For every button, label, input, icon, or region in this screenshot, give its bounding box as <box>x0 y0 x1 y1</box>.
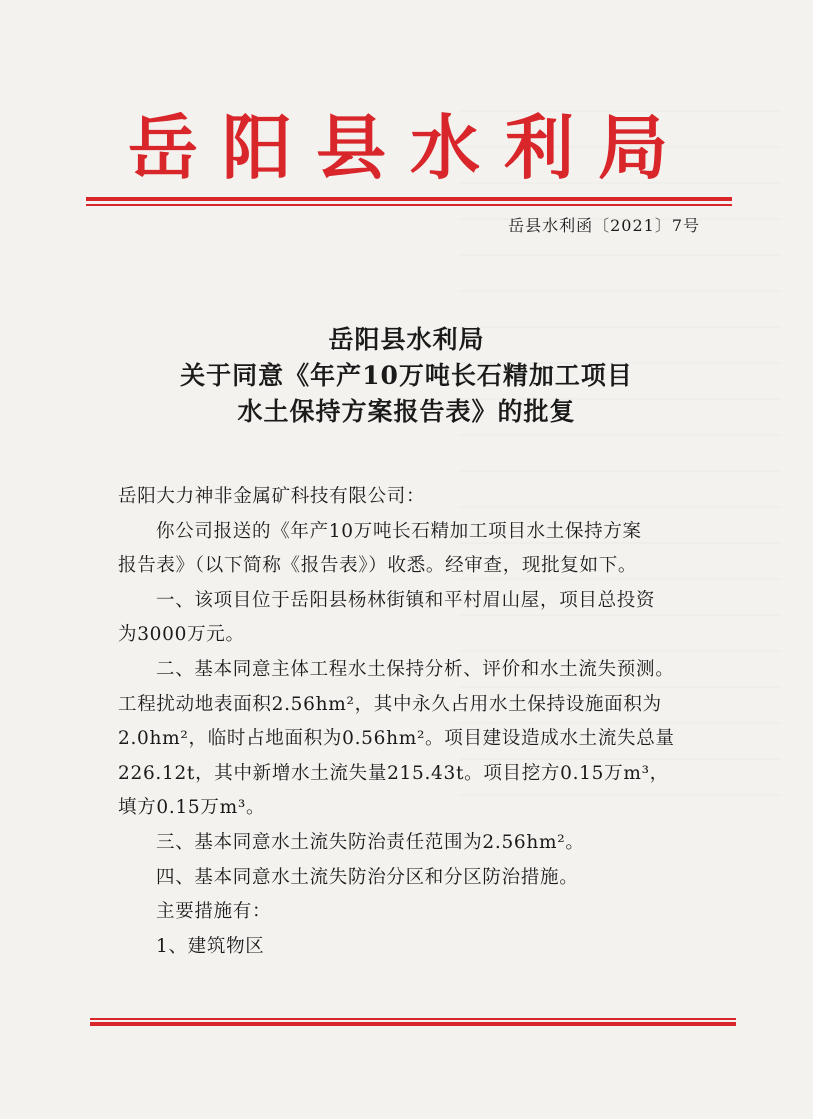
paragraph-analysis-line-3: 2.0hm²，临时占地面积为0.56hm²。项目建设造成水土流失总量 <box>118 728 675 750</box>
paragraph-location-line-2: 为3000万元。 <box>118 624 245 646</box>
paragraph-responsibility-scope: 三、基本同意水土流失防治责任范围为2.56hm²。 <box>156 831 585 853</box>
title-line-2: 关于同意《年产10万吨长石精加工项目 <box>180 361 633 390</box>
paragraph-analysis-line-5: 填方0.15万m³。 <box>118 797 266 819</box>
document-title <box>0 322 813 430</box>
paragraph-analysis-line-1: 二、基本同意主体工程水土保持分析、评价和水土流失预测。 <box>156 658 675 680</box>
paragraph-analysis-line-4: 226.12t，其中新增水土流失量215.43t。项目挖方0.15万m³， <box>118 762 669 784</box>
addressee: 岳阳大力神非金属矿科技有限公司： <box>118 486 426 507</box>
document-number: 岳县水利函〔2021〕7号 <box>508 216 700 235</box>
footer-rule-thick <box>90 1022 736 1026</box>
paragraph-location-line-1: 一、该项目位于岳阳县杨林街镇和平村眉山屋，项目总投资 <box>156 589 656 611</box>
footer-rule-thin <box>90 1018 736 1020</box>
letterhead-rule-thick <box>86 197 732 201</box>
letterhead-title: 岳阳县水利局 <box>128 106 692 189</box>
paragraph-intro-line-2: 报告表》（以下简称《报告表》）收悉。经审查，现批复如下。 <box>118 555 638 577</box>
paragraph-analysis-line-2: 工程扰动地表面积2.56hm²，其中永久占用水土保持设施面积为 <box>118 693 662 715</box>
paragraph-intro-line-1: 你公司报送的《年产10万吨长石精加工项目水土保持方案 <box>156 520 642 542</box>
paragraph-building-area: 1、建筑物区 <box>156 935 265 957</box>
letterhead-rule-thin <box>86 204 732 206</box>
title-line-1: 岳阳县水利局 <box>328 325 485 354</box>
title-line-3: 水土保持方案报告表》的批复 <box>237 397 576 426</box>
paragraph-zoning: 四、基本同意水土流失防治分区和分区防治措施。 <box>156 866 579 888</box>
document-body <box>118 480 708 964</box>
paragraph-main-measures: 主要措施有： <box>156 901 272 923</box>
